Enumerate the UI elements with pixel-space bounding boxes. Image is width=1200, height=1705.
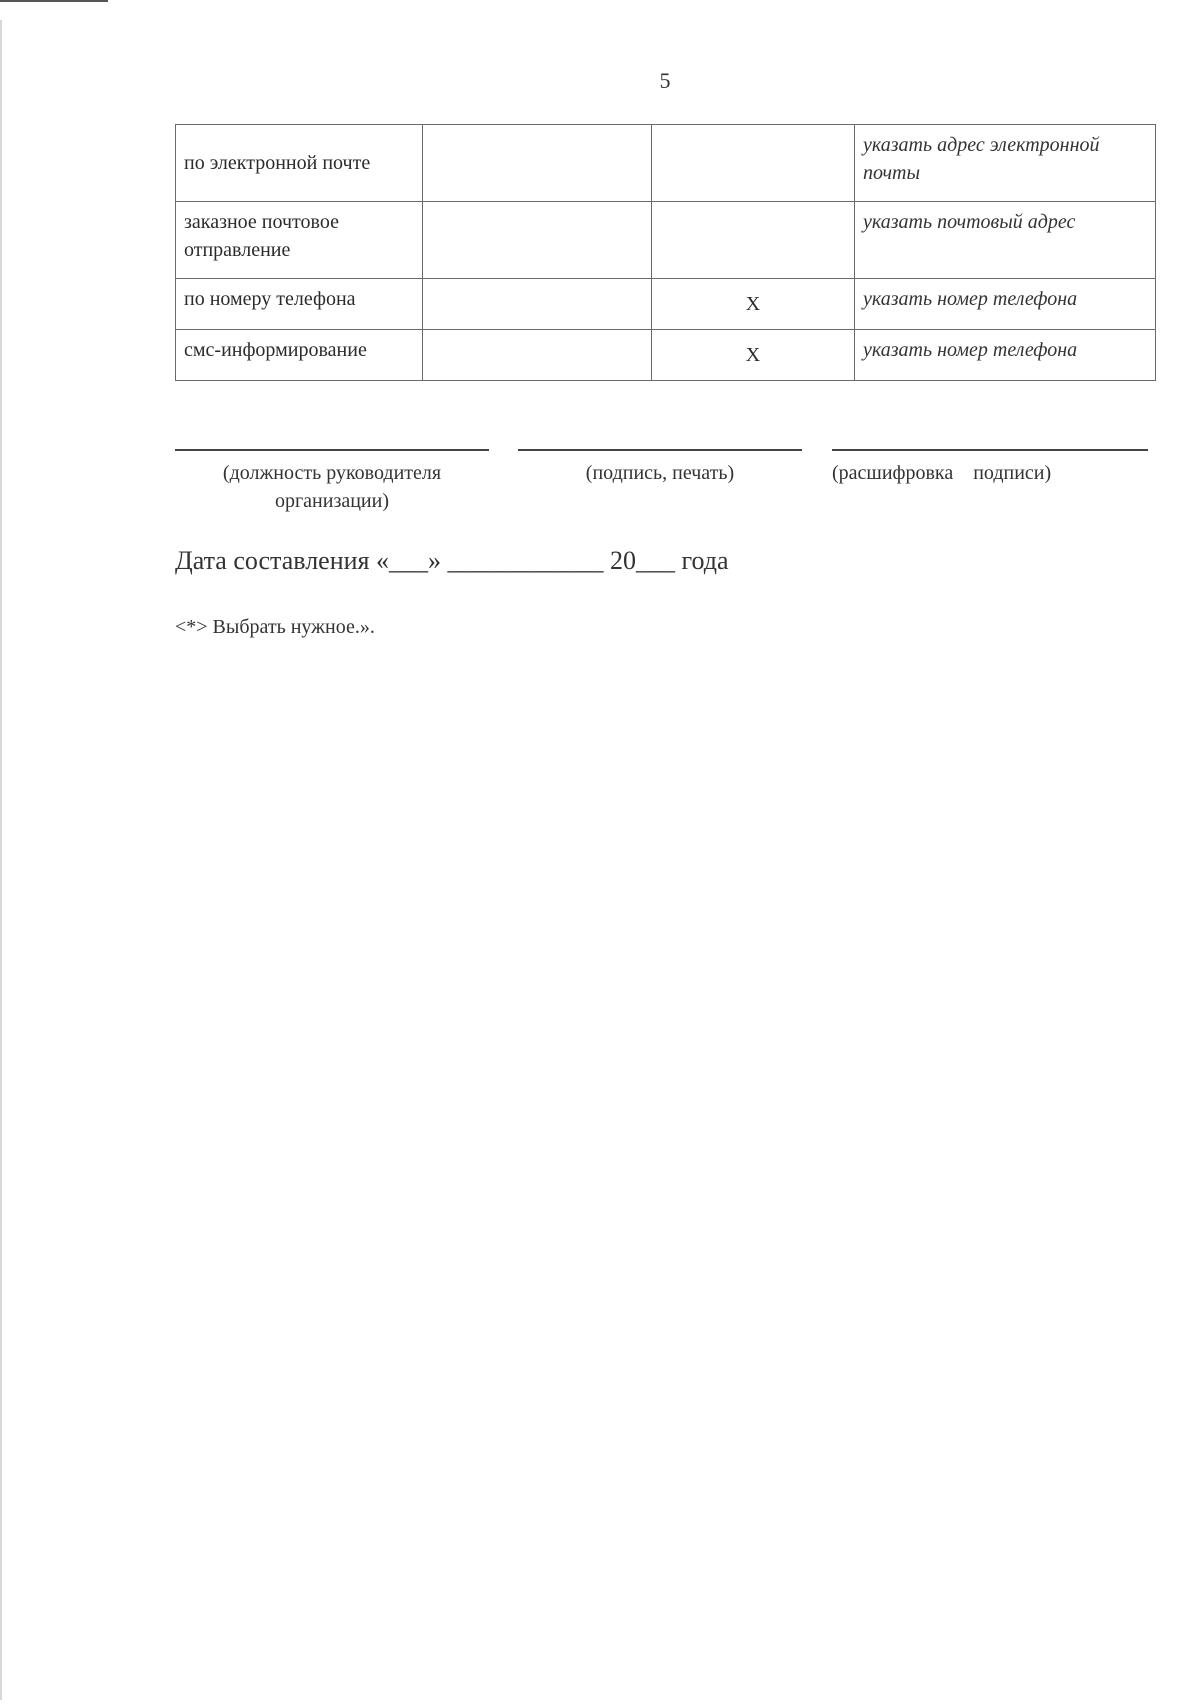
mark-cell <box>652 202 855 279</box>
decoding-caption: (расшифровка подписи) <box>832 462 1052 484</box>
compilation-date-line: Дата составления «___» ____________ 20___ года <box>175 546 729 575</box>
table-row <box>176 279 1156 330</box>
footnote: <*> Выбрать нужное.». <box>175 616 375 638</box>
table-row <box>176 125 1156 202</box>
position-signature-line <box>175 449 489 451</box>
note-cell: указать номер телефона <box>855 279 1156 330</box>
table-row <box>176 202 1156 279</box>
delivery-method-table <box>175 124 1156 381</box>
table-row <box>176 330 1156 381</box>
note-cell: указать почтовый адрес <box>855 202 1156 279</box>
mark-cell <box>652 125 855 202</box>
blank-cell <box>423 330 652 381</box>
note-cell: указать адрес электронной почты <box>855 125 1156 202</box>
decoding-signature-line <box>832 449 1148 451</box>
method-cell: заказное почтовое отправление <box>176 202 423 279</box>
method-cell: по электронной почте <box>176 125 423 202</box>
mark-cell: Х <box>652 279 855 330</box>
blank-cell <box>423 202 652 279</box>
scan-edge-mark <box>0 0 108 2</box>
mark-cell: Х <box>652 330 855 381</box>
blank-cell <box>423 125 652 202</box>
blank-cell <box>423 279 652 330</box>
note-cell: указать номер телефона <box>855 330 1156 381</box>
method-cell: по номеру телефона <box>176 279 423 330</box>
method-cell: смс-информирование <box>176 330 423 381</box>
scan-edge-shadow <box>0 20 2 1700</box>
signature-line <box>518 449 802 451</box>
signature-caption: (подпись, печать) <box>585 462 735 484</box>
page-number: 5 <box>659 68 671 93</box>
position-caption: (должность руководителя организации) <box>222 462 442 512</box>
